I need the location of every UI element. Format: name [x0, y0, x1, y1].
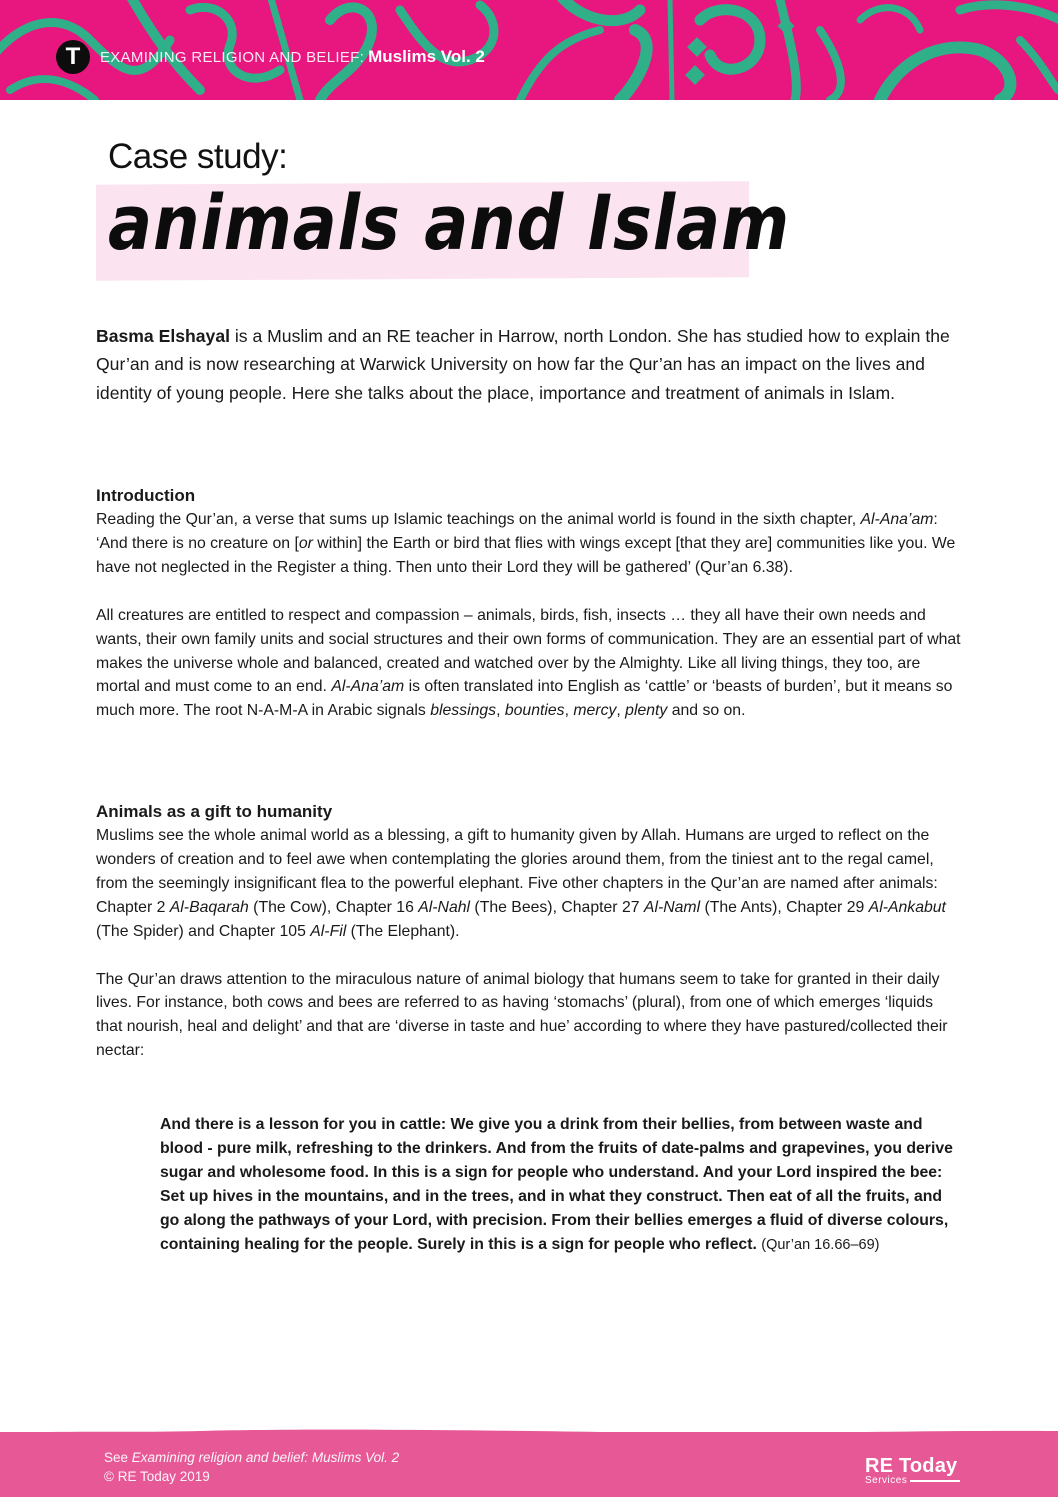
text-run: (The Ants), Chapter 29 [700, 898, 869, 916]
text-run: (The Spider) and Chapter 105 [96, 922, 311, 940]
paragraph: The Qur’an draws attention to the miraculous nature of animal biology that humans seem to take for granted in their daily lives. For instance, both cows and bees are referred to as having ‘stomachs’ (plural), from one of which emerges ‘liquids that nourish, heal and delight’ and that are ‘diverse in taste and hue’ according to where they have pastured/collected their nectar: [96, 970, 948, 1060]
italic-term: or [298, 534, 313, 552]
intro-paragraph [96, 322, 962, 407]
brand-name: RE Today [865, 1455, 958, 1477]
italic-term: Al-Fil [310, 922, 347, 940]
italic-term: bounties [504, 702, 565, 720]
italic-term: blessings [430, 702, 497, 720]
text-run: , [496, 702, 505, 720]
paragraph [96, 604, 962, 724]
text-run: within] the Earth or bird that flies with wings except [that they are] communities like you. We have not neglected in the Register a thing. Then unto their Lord they will be gathered’ (Qur’an 6.38). [96, 534, 956, 576]
italic-term: Al-Baqarah [169, 898, 249, 916]
header-banner [0, 0, 1058, 100]
text-run: (The Bees), Chapter 27 [470, 898, 644, 916]
page-title: animals and Islam [108, 178, 790, 267]
quote-text: And there is a lesson for you in cattle: We give you a drink from their bellies, from between waste and blood - pure milk, refreshing to the drinkers. And from the fruits of date-palms and grapevines, you derive sugar and wholesome food. In this is a sign for people who understand. And your Lord inspired the bee: Set up hives in the mountains, and in the trees, and in what they construct. Then eat of all the fruits, and go along the pathways of your Lord, with precision. From their bellies emerges a fluid of diverse colours, containing healing for the people. Surely in this is a sign for people who reflect. [160, 1116, 953, 1253]
brand-underline [910, 1480, 960, 1482]
quran-block-quote [160, 1113, 965, 1257]
brand-subtitle [865, 1476, 960, 1486]
text-run: and so on. [667, 702, 746, 720]
brand-subtitle-text: Services [865, 1475, 908, 1486]
text-run: , [564, 702, 574, 720]
publisher-logo-icon: T [56, 40, 90, 74]
author-name: Basma Elshayal [96, 326, 230, 346]
italic-term: Al-Ana’am [860, 511, 934, 528]
intro-text: is a Muslim and an RE teacher in Harrow, north London. She has studied how to explain the Qur’an and is now researching at Warwick University on how far the Qur’an has an impact on the lives and identity of young people. Here she talks about the place, importance and treatment of animals in Islam. [96, 326, 950, 403]
text-run: Muslims see the whole animal world as a blessing, a gift to humanity given by Allah. Humans are urged to reflect on the wonders of creation and to feel awe when contemplating the glories around them, from the tiniest ant to the regal camel, from the seemingly insignificant flea to the powerful elephant. Five other chapters in the Qur’an are named after animals: Chapter 2 [96, 827, 938, 916]
italic-term: Al-Nahl [418, 898, 471, 916]
italic-term: Al-Ankabut [868, 898, 946, 916]
footer-see-prefix: See [104, 1450, 132, 1465]
series-label: EXAMINING RELIGION AND BELIEF: [100, 48, 365, 66]
quote-reference: (Qur’an 16.66–69) [761, 1236, 880, 1253]
page-kicker: Case study: [108, 137, 288, 176]
italic-term: Al-Naml [643, 898, 701, 916]
footer-see-title: Examining religion and belief: Muslims Vol. 2 [131, 1450, 400, 1465]
section-animals-as-gift [96, 800, 962, 1063]
series-title [56, 37, 485, 77]
paragraph [96, 508, 962, 580]
footer-copyright: © RE Today 2019 [104, 1469, 210, 1484]
text-run: All creatures are entitled to respect and compassion – animals, birds, fish, insects … they all have their own needs and wants, their own family units and social structures and their own forms of communication. They are an essential part of what makes the universe whole and balanced, created and watched over by the Almighty. Like all living things, they too, are mortal and must come to an end. [96, 606, 961, 696]
section-introduction [96, 484, 962, 723]
text-run: , [616, 702, 626, 720]
italic-term: mercy [573, 702, 617, 720]
text-run: (The Elephant). [346, 922, 460, 940]
text-run: : ‘And there is no creature on [ [96, 511, 938, 552]
text-run: is often translated into English as ‘cattle’ or ‘beasts of burden’, but it means so much more. The root N-A-M-A in Arabic signals [96, 678, 953, 720]
re-today-logo [865, 1456, 960, 1486]
section-heading: Introduction [96, 486, 196, 505]
footer-citation [104, 1448, 399, 1486]
italic-term: plenty [625, 702, 668, 720]
italic-term: Al-Ana’am [331, 678, 405, 696]
paragraph [96, 824, 962, 944]
series-name: Muslims Vol. 2 [368, 47, 485, 66]
text-run: Reading the Qur’an, a verse that sums up Islamic teachings on the animal world is found in the sixth chapter, [96, 511, 861, 528]
text-run: (The Cow), Chapter 16 [248, 898, 419, 916]
section-heading: Animals as a gift to humanity [96, 802, 333, 821]
